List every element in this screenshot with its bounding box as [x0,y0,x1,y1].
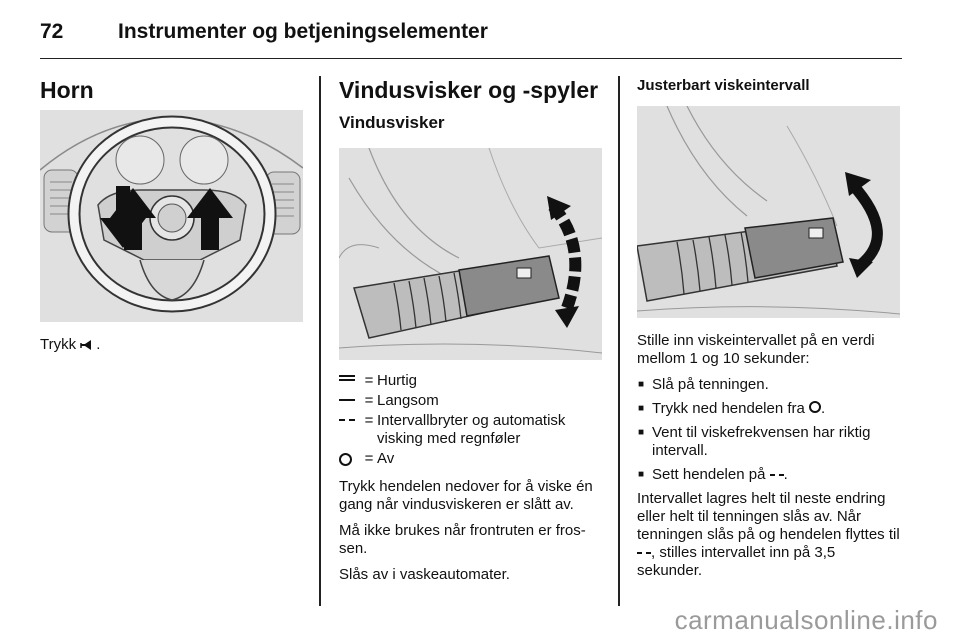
wiper-section [339,76,602,592]
circle-symbol [339,450,361,468]
list-item: ■ Trykk ned hendelen fra . [637,400,900,418]
legend-row: = Langsom [339,392,602,410]
wiper-title: Vindusvisker og -spyler [339,77,599,103]
wiper-paragraph: Trykk hendelen nedover for å viske én gang når vindusviskeren er slått av. [339,478,593,513]
horn-section [40,76,303,364]
interval-lever-illustration [637,106,900,318]
column-divider [319,76,321,606]
dashed-line-symbol [339,412,361,448]
page-header [40,18,902,59]
steering-wheel-illustration [40,110,303,322]
interval-intro: Stille inn viskeintervallet på en verdi mellom 1 og 10 sekunder: [637,332,875,367]
interval-position-icon [637,552,651,554]
wiper-lever-illustration [339,148,602,360]
horn-title: Horn [40,77,94,103]
wiper-paragraph: Slås av i vaskeautomater. [339,566,510,583]
legend-row: = Hurtig [339,372,602,390]
interval-steps [637,376,900,484]
single-line-symbol [339,392,361,410]
horn-instruction: Trykk . [40,336,303,356]
legend-row: = Intervallbryter og automatisk visking med regnføler [339,412,602,448]
wiper-legend [339,372,602,468]
horn-icon [80,338,96,356]
double-line-symbol [339,372,361,390]
list-item: ■ Sett hendelen på . [637,466,900,484]
list-item: ■ Slå på tenningen. [637,376,900,394]
column-divider [618,76,620,606]
watermark: carmanualsonline.info [674,605,938,635]
legend-row: = Av [339,450,602,468]
off-position-icon [809,401,821,413]
interval-title: Justerbart viskeintervall [637,77,810,94]
interval-closing: Intervallet lagres helt til neste endring eller helt til tenningen slås av. Når tenningen slås på og hendelen flyttes til , stilles intervallet inn på 3,5 sekunder. [637,490,900,579]
wiper-paragraph: Må ikke brukes når frontruten er fros-sen. [339,522,586,557]
page-number: 72 [40,20,64,43]
interval-position-icon [770,474,784,476]
wiper-subtitle: Vindusvisker [339,113,445,132]
interval-section [637,76,900,588]
list-item: ■ Vent til viskefrekvensen har riktig intervall. [637,424,900,460]
chapter-title: Instrumenter og betjeningselementer [118,20,488,43]
